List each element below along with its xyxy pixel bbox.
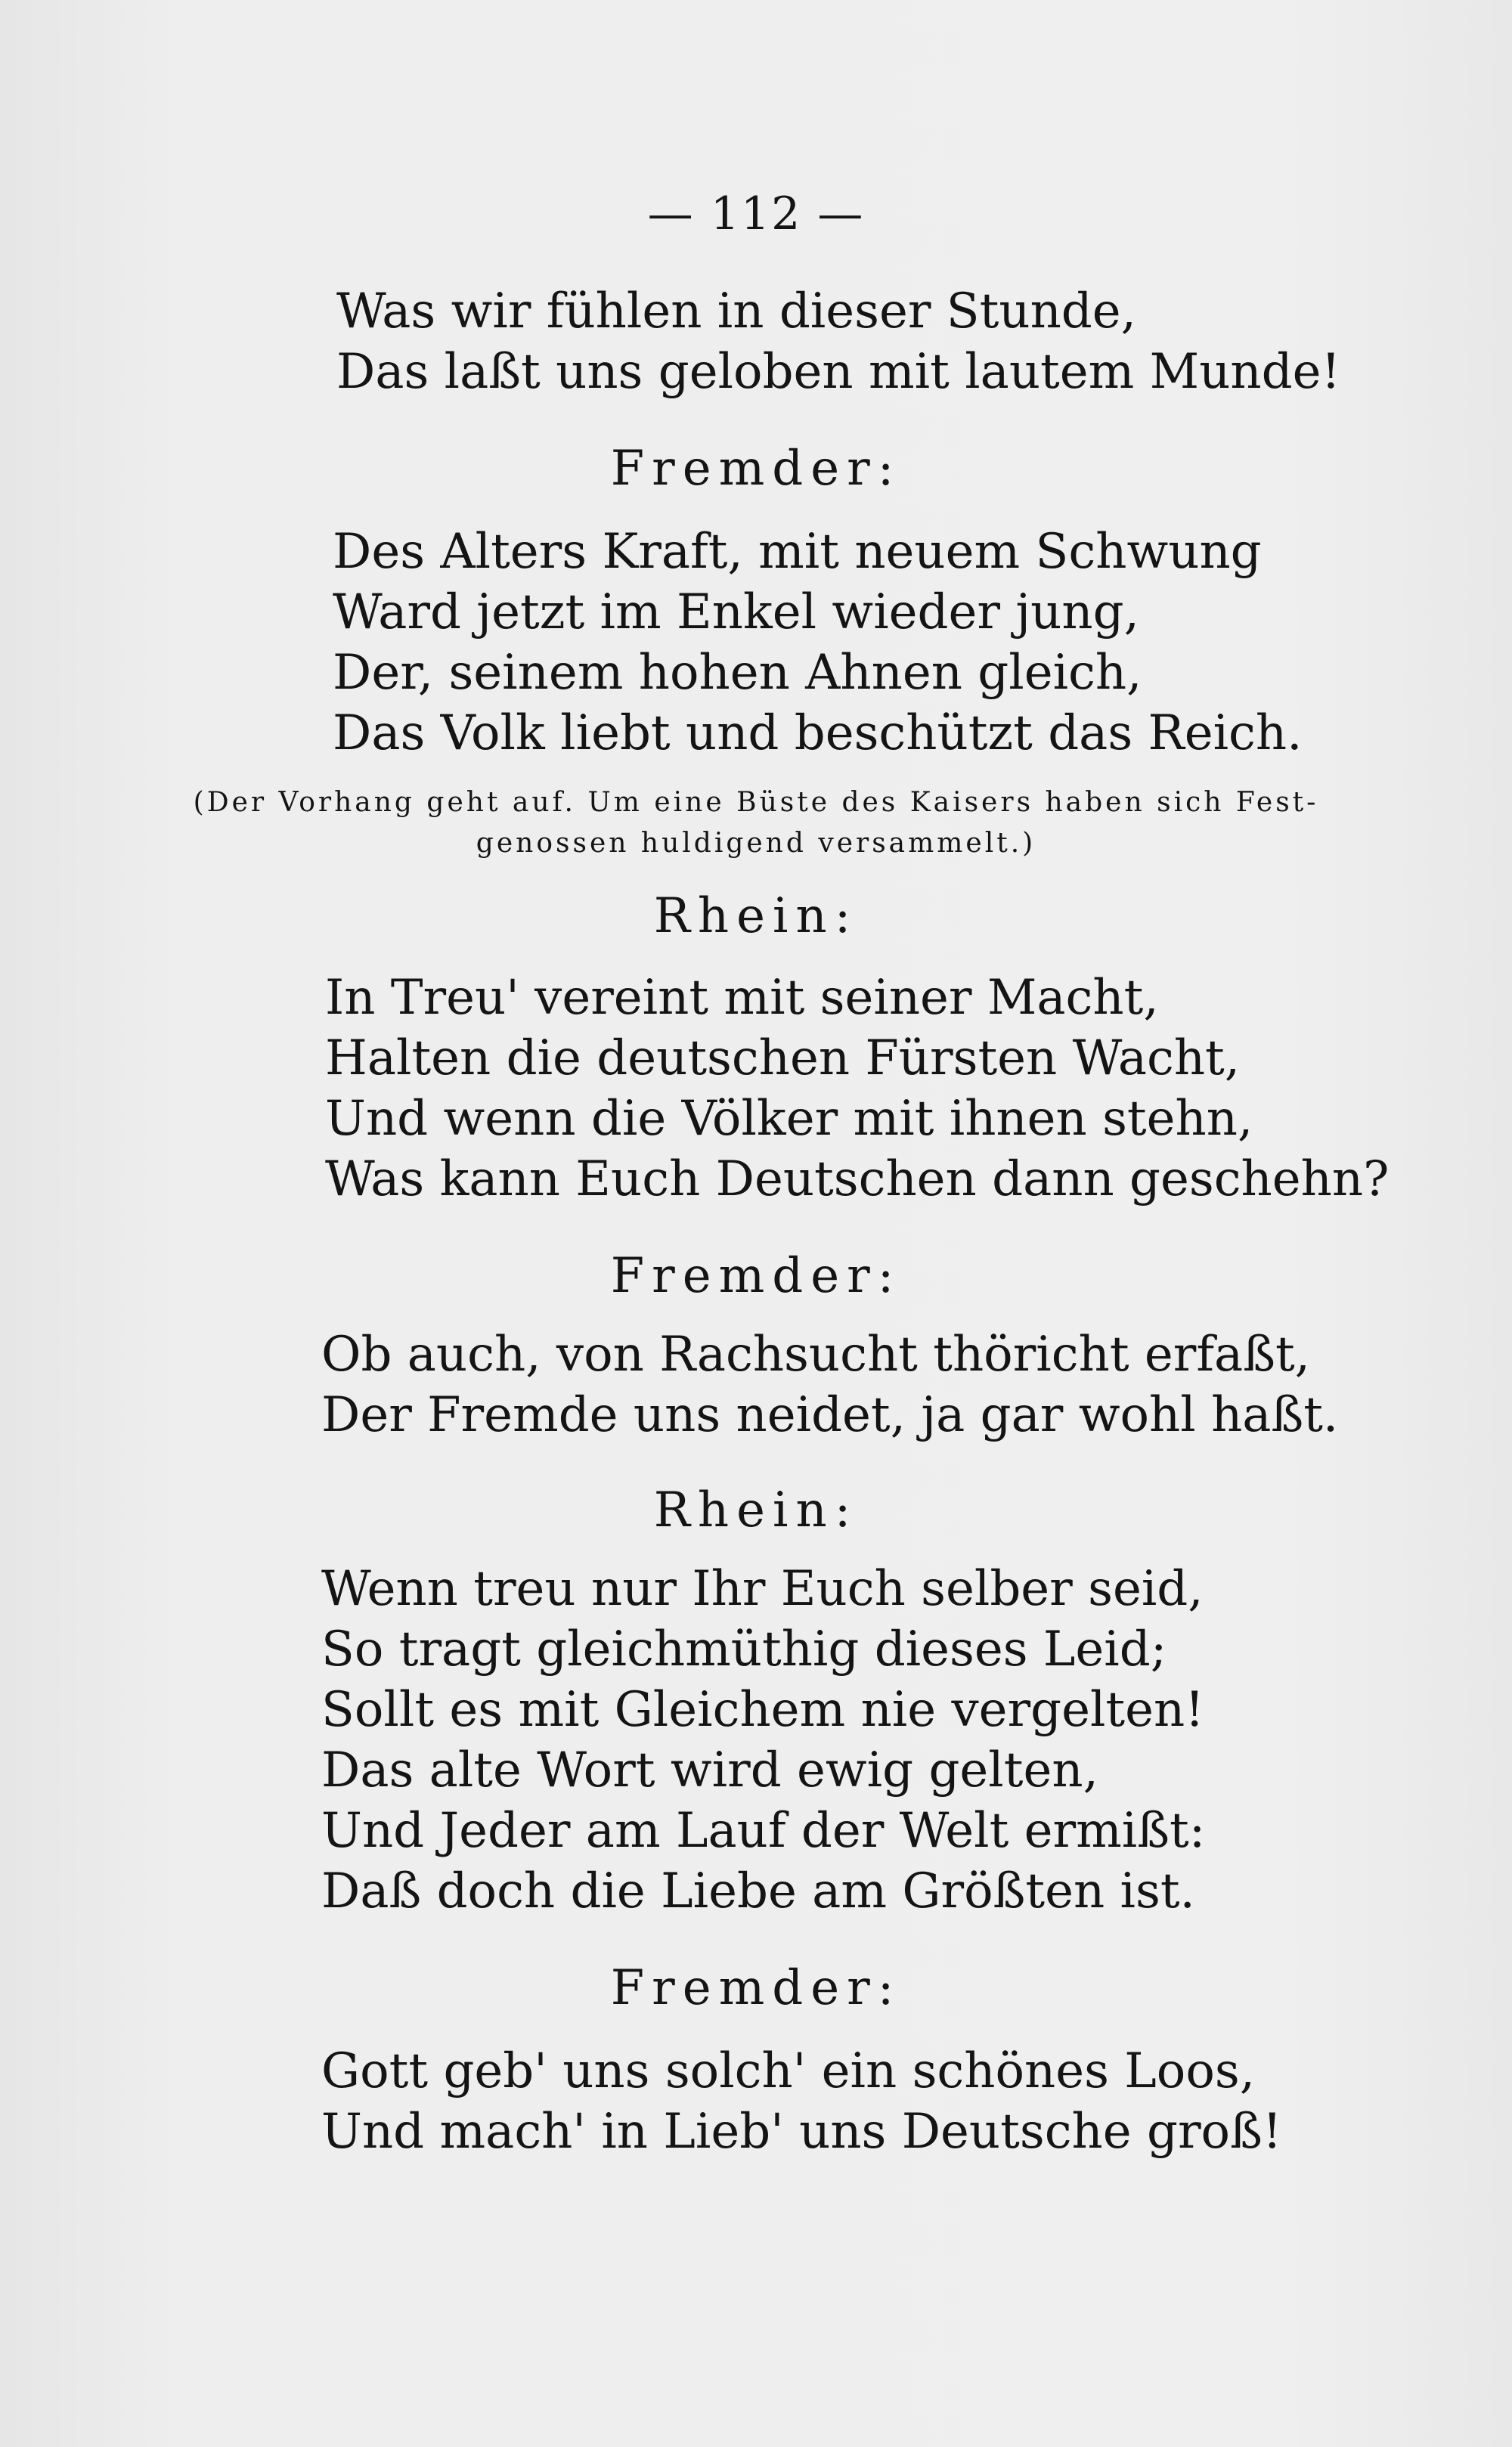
verse-line: Gott geb' uns solch' ein schönes Loos, [321, 2043, 1256, 2099]
verse-line: In Treu' vereint mit seiner Macht, [325, 970, 1159, 1026]
verse-line: Wenn treu nur Ihr Euch selber seid, [321, 1561, 1204, 1617]
verse-line: Ob auch, von Rachsucht thöricht erfaßt, [321, 1327, 1310, 1383]
verse-line: Was kann Euch Deutschen dann geschehn? [325, 1151, 1390, 1207]
verse-line: Und Jeder am Lauf der Welt ermißt: [321, 1803, 1206, 1859]
page-number: — 112 — [647, 187, 865, 240]
verse-line: Des Alters Kraft, mit neuem Schwung [333, 524, 1262, 580]
speaker-label: Fremder: [610, 1248, 902, 1304]
verse-line: Ward jetzt im Enkel wieder jung, [333, 584, 1139, 640]
stage-direction: genossen huldigend versammelt.) [476, 828, 1036, 859]
verse-line: Was wir fühlen in dieser Stunde, [336, 283, 1136, 339]
verse-line: Der Fremde uns neidet, ja gar wohl haßt. [321, 1387, 1339, 1443]
verse-line: Der, seinem hohen Ahnen gleich, [333, 645, 1142, 701]
stage-direction: (Der Vorhang geht auf. Um eine Büste des Kaisers haben sich Fest- [193, 787, 1319, 818]
verse-line: Und wenn die Völker mit ihnen stehn, [325, 1091, 1253, 1147]
speaker-label: Rhein: [653, 888, 859, 944]
verse-line: Das alte Wort wird ewig gelten, [321, 1742, 1098, 1798]
verse-line: Daß doch die Liebe am Größten ist. [321, 1863, 1195, 1919]
verse-line: Sollt es mit Gleichem nie vergelten! [321, 1682, 1204, 1738]
verse-line: So tragt gleichmüthig dieses Leid; [321, 1622, 1167, 1677]
verse-line: Und mach' in Lieb' uns Deutsche groß! [321, 2104, 1282, 2160]
verse-line: Halten die deutschen Fürsten Wacht, [325, 1030, 1241, 1086]
verse-line: Das laßt uns geloben mit lautem Munde! [336, 344, 1341, 400]
verse-line: Das Volk liebt und beschützt das Reich. [333, 705, 1303, 761]
speaker-label: Rhein: [653, 1482, 859, 1538]
speaker-label: Fremder: [610, 1960, 902, 2016]
speaker-label: Fremder: [610, 441, 902, 497]
